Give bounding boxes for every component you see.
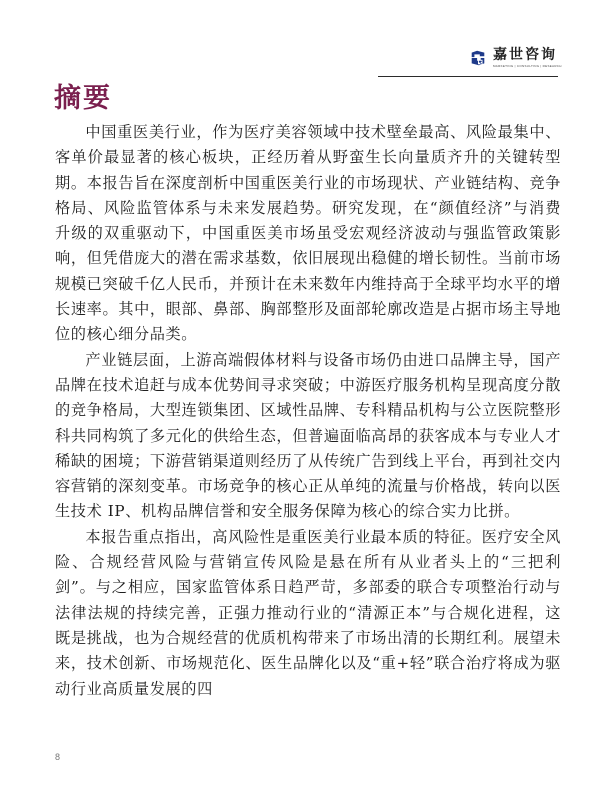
logo-subtitle: MARKETING | CONSULTING | RESEARCH bbox=[493, 64, 562, 68]
abstract-body bbox=[55, 120, 561, 702]
page-number: 8 bbox=[55, 752, 61, 762]
paragraph-risk-regulation: 本报告重点指出，高风险性是重医美行业最本质的特征。医疗安全风险、合规经营风险与营销宣传风险是悬在所有从业者头上的“三把利剑”。与之相应，国家监管体系日趋严苛，多部委的联合专项整治行动与法律法规的持续完善，正强力推动行业的“清源正本”与合规化进程，这既是挑战，也为合规经营的优质机构带来了市场出清的长期红利。展望未来，技术创新、市场规范化、医生品牌化以及“重+轻”联合治疗将成为驱动行业高质量发展的四 bbox=[55, 527, 561, 698]
logo-name: 嘉世咨询 bbox=[493, 47, 557, 63]
section-title: 摘要 bbox=[54, 83, 112, 114]
jiashi-logo-icon bbox=[469, 49, 487, 67]
header-divider bbox=[378, 76, 558, 77]
company-logo bbox=[469, 48, 562, 68]
page-header bbox=[0, 22, 612, 68]
paragraph-overview: 中国重医美行业，作为医疗美容领域中技术壁垒最高、风险最集中、客单价最显著的核心板块，正经历着从野蛮生长向量质齐升的关键转型期。本报告旨在深度剖析中国重医美行业的市场现状、产业链结构、竞争格局、风险监管体系与未来发展趋势。研究发现，在“颜值经济”与消费升级的双重驱动下，中国重医美市场虽受宏观经济波动与强监管政策影响，但凭借庞大的潜在需求基数，依旧展现出稳健的增长韧性。当前市场规模已突破千亿人民币，并预计在未来数年内维持高于全球平均水平的增长速率。其中，眼部、鼻部、胸部整形及面部轮廓改造是占据市场主导地位的核心细分品类。 bbox=[55, 123, 561, 344]
paragraph-industry-chain: 产业链层面，上游高端假体材料与设备市场仍由进口品牌主导，国产品牌在技术追赶与成本优势间寻求突破；中游医疗服务机构呈现高度分散的竞争格局，大型连锁集团、区域性品牌、专科精品机构与公立医院整形科共同构筑了多元化的供给生态，但普遍面临高昂的获客成本与专业人才稀缺的困境；下游营销渠道则经历了从传统广告到线上平台，再到社交内容营销的深刻变革。市场竞争的核心正从单纯的流量与价格战，转向以医生技术 IP、机构品牌信誉和安全服务保障为核心的综合实力比拼。 bbox=[55, 350, 561, 521]
